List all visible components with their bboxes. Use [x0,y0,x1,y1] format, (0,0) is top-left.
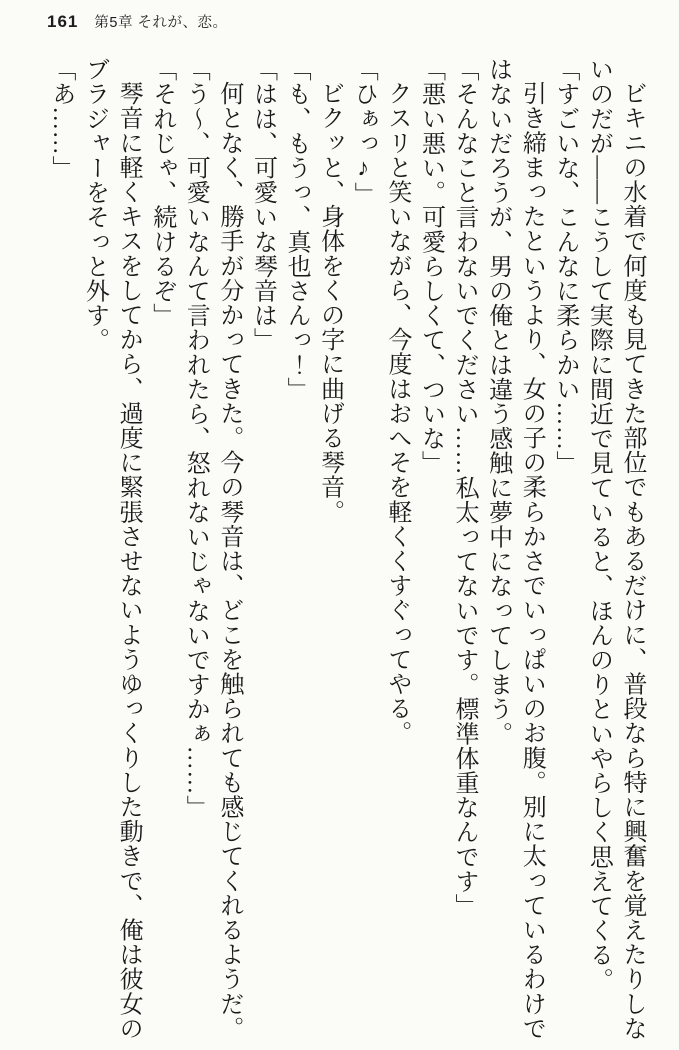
paragraph: 何となく、勝手が分かってきた。今の琴音は、どこを触られても感じてくれるようだ。 [215,81,242,1041]
paragraph: 「悪い悪い。可愛らしくて、ついな」 [417,57,444,476]
paragraph: ビキニの水着で何度も見てきた部位でもあるだけに、普段なら特に興奮を覚えたりしないのだが――こうして実際に間近で見ていると、ほんのりといやらしく思えてくる。 [585,57,645,1041]
paragraph: 「あ……」 [47,57,74,180]
paragraph: 「はは、可愛いな琴音は」 [249,57,276,353]
page-number: 161 [47,12,79,31]
paragraph: 「も、もうっ、真也さんっ！」 [283,57,310,402]
paragraph: 「う〜、可愛いなんて言われたら、怒れないじゃないですかぁ……」 [182,57,209,820]
page-header [47,11,227,32]
paragraph: 「すごいな、こんなに柔らかい……」 [551,57,578,476]
paragraph: クスリと笑いながら、今度はおへそを軽くくすぐってやる。 [383,81,410,746]
paragraph: 「そんなこと言わないでください……私太ってないです。標準体重なんです」 [451,57,478,918]
paragraph: ビクッと、身体をくの字に曲げる琴音。 [316,81,343,524]
paragraph: 「それじゃ、続けるぞ」 [148,57,175,328]
chapter-title: 第5章 それが、恋。 [94,15,228,31]
paragraph: 「ひぁっ♪」 [350,57,377,207]
vertical-text-block [43,57,648,1045]
paragraph: 琴音に軽くキスをしてから、過度に緊張させないようゆっくりした動きで、俺は彼女のブラジャーをそっと外す。 [81,57,142,1041]
paragraph: 引き締まったというより、女の子の柔らかさでいっぱいのお腹。別に太っているわけではないだろうが、男の俺とは違う感触に夢中になってしまう。 [484,57,545,1041]
